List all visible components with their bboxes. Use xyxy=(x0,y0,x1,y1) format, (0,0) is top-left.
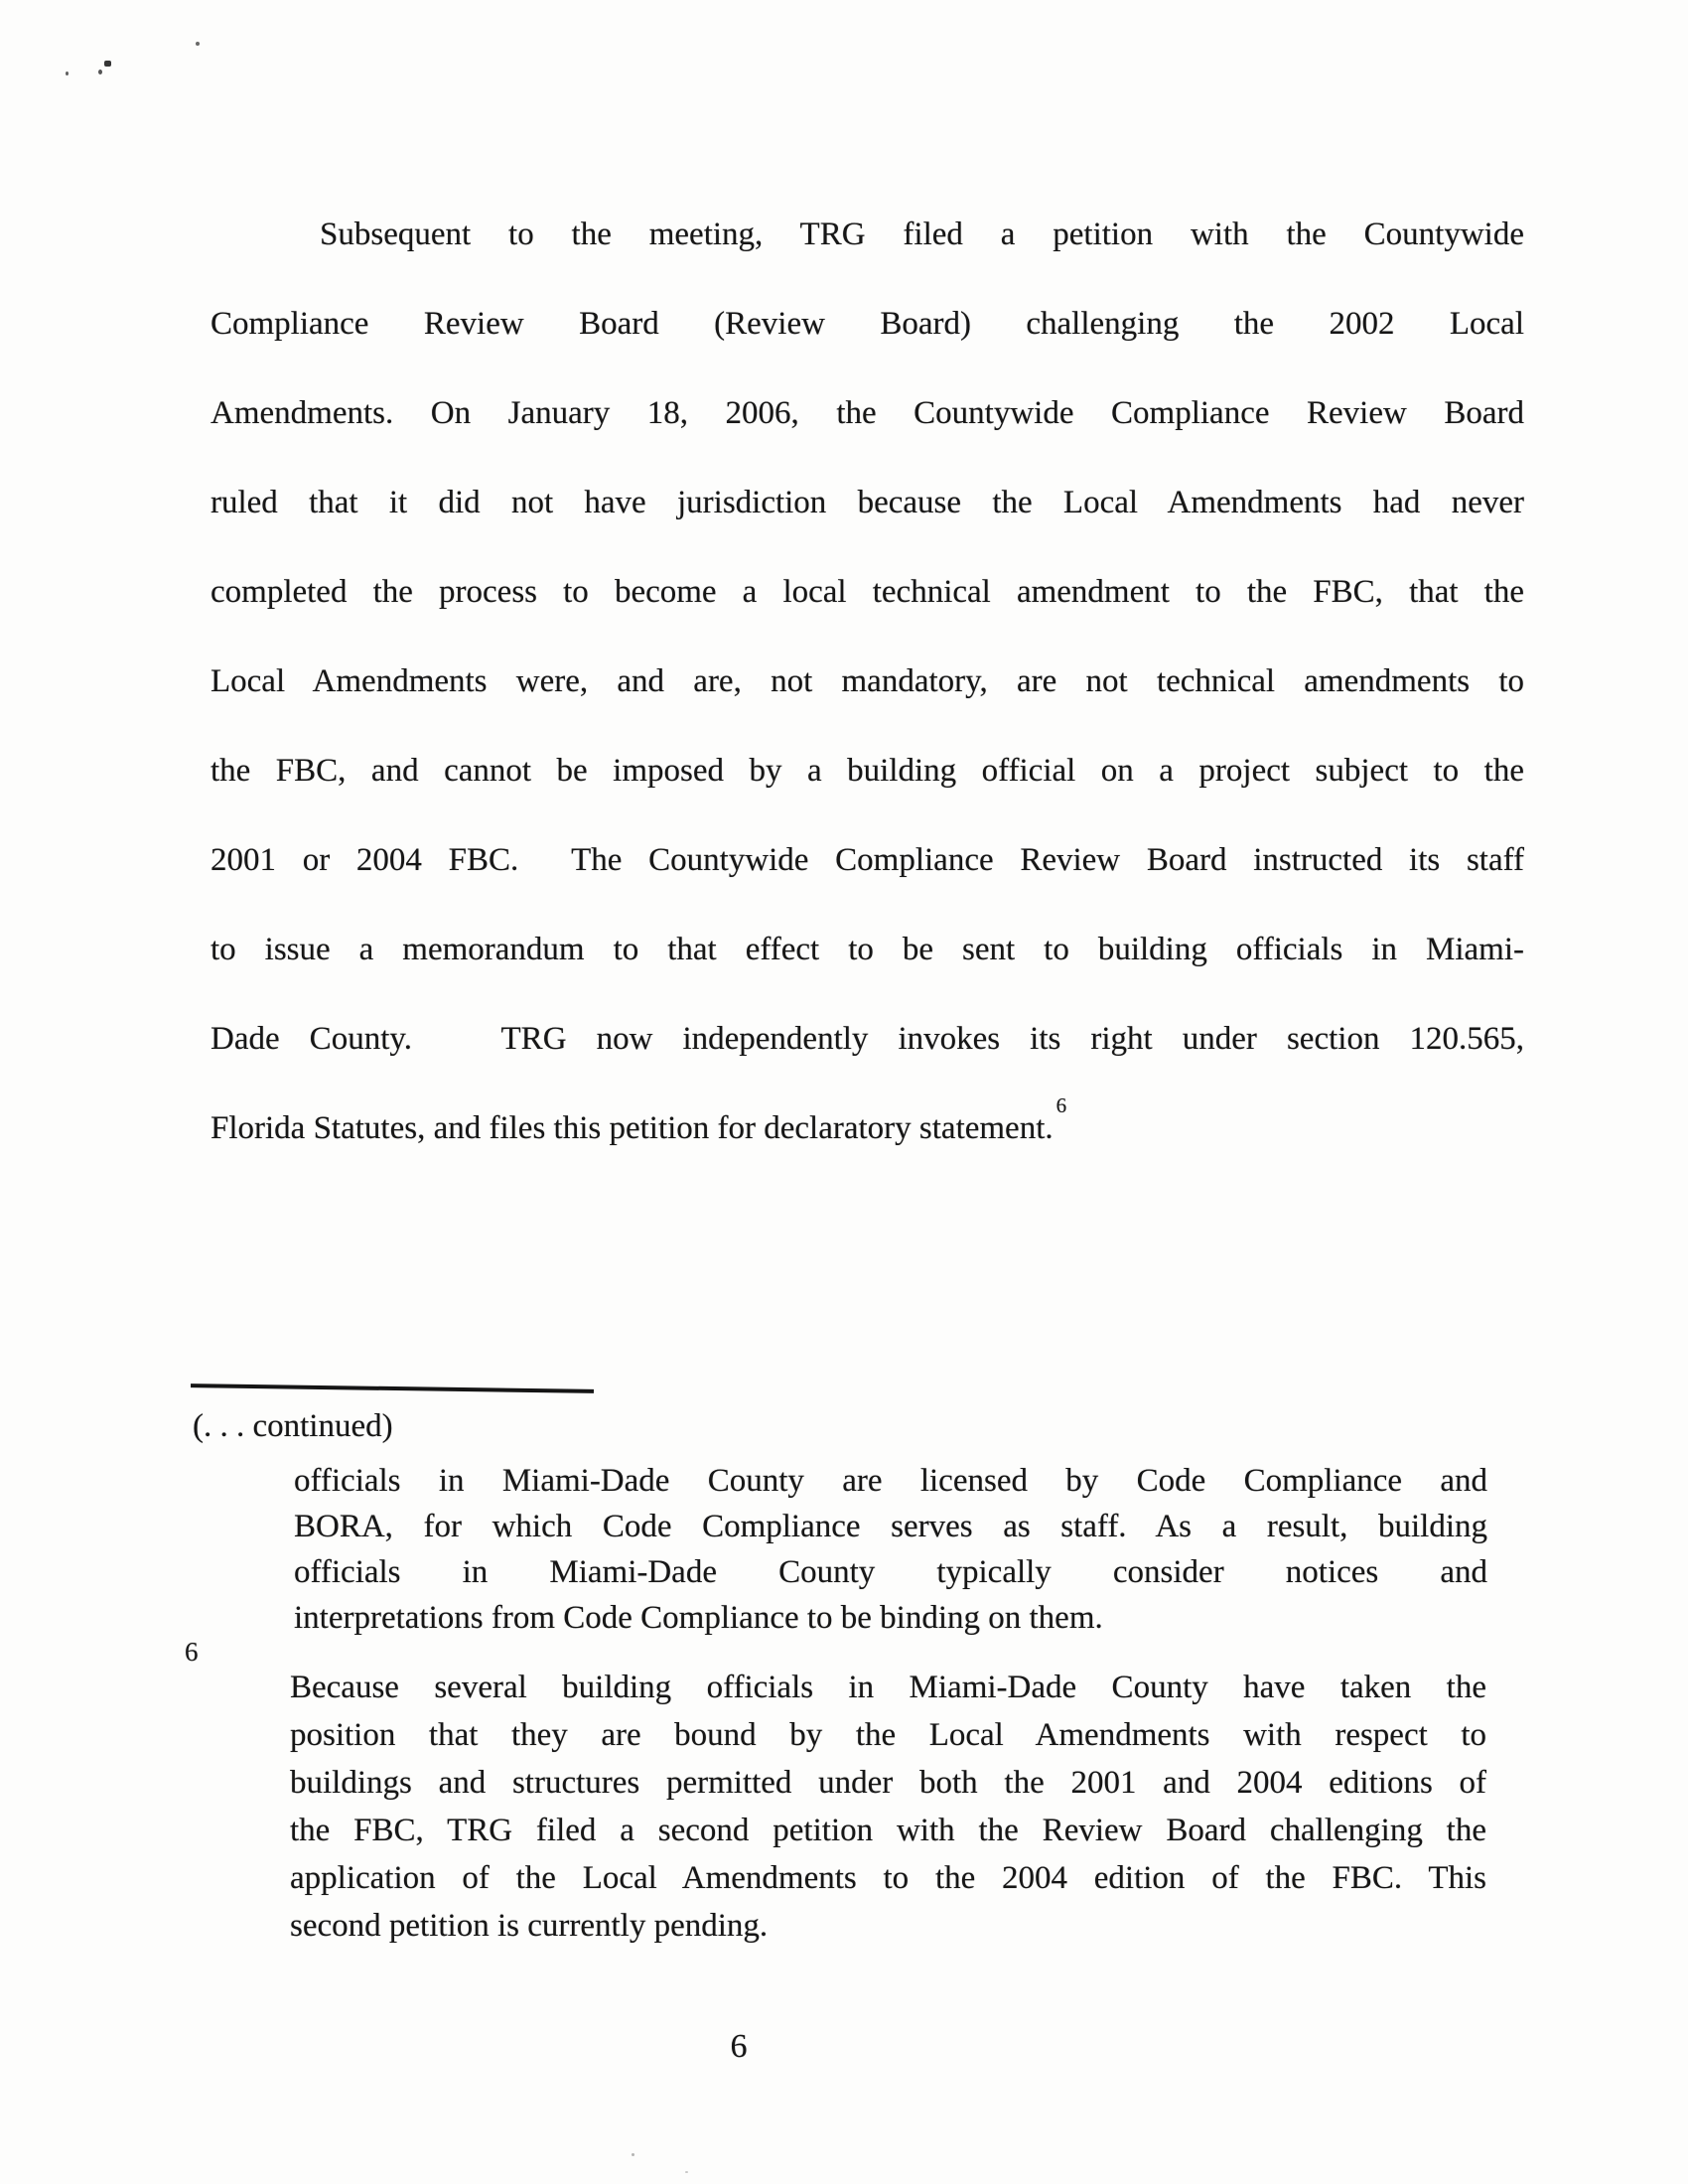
body-line: the FBC, and cannot be imposed by a building official on a project subject to the xyxy=(211,753,1524,789)
body-line: to issue a memorandum to that effect to be sent to building officials in Miami- xyxy=(211,932,1524,967)
body-line-text: Florida Statutes, and files this petition for declaratory statement. xyxy=(211,1110,1054,1146)
body-line: Compliance Review Board (Review Board) challenging the 2002 Local xyxy=(211,306,1524,342)
body-line xyxy=(211,1084,1524,1173)
scan-speck xyxy=(685,2171,688,2173)
body-line: Amendments. On January 18, 2006, the Countywide Compliance Review Board xyxy=(211,395,1524,431)
footnote-6-line: position that they are bound by the Local Amendments with respect to xyxy=(290,1717,1486,1753)
footnote-6-line: the FBC, TRG filed a second petition with the Review Board challenging the xyxy=(290,1813,1486,1848)
body-paragraph xyxy=(211,190,1524,1173)
footnote-6-line: application of the Local Amendments to the 2004 edition of the FBC. This xyxy=(290,1860,1486,1896)
body-line: Dade County. TRG now independently invokes its right under section 120.565, xyxy=(211,1021,1524,1057)
body-line: 2001 or 2004 FBC. The Countywide Compliance Review Board instructed its staff xyxy=(211,842,1524,878)
body-line: completed the process to become a local technical amendment to the FBC, that the xyxy=(211,574,1524,610)
footnote-continued-line: officials in Miami-Dade County typically consider notices and xyxy=(294,1554,1487,1590)
scan-speck xyxy=(66,72,69,75)
footnote-ref: 6 xyxy=(1055,1093,1067,1117)
body-line: Subsequent to the meeting, TRG filed a petition with the Countywide xyxy=(320,217,1524,252)
footnote-continued-block xyxy=(294,1458,1487,1641)
footnote-6-block xyxy=(290,1664,1486,1950)
footnote-continued-line: BORA, for which Code Compliance serves as staff. As a result, building xyxy=(294,1509,1487,1544)
page-number: 6 xyxy=(730,2028,748,2065)
scan-speck xyxy=(196,42,200,46)
scan-speck xyxy=(632,2153,634,2156)
footnote-continued-line: interpretations from Code Compliance to be binding on them. xyxy=(294,1600,1103,1636)
footnote-continued-line: officials in Miami-Dade County are licensed by Code Compliance and xyxy=(294,1463,1487,1499)
footnote-separator xyxy=(191,1383,594,1393)
scan-speck xyxy=(104,61,111,67)
body-line: ruled that it did not have jurisdiction because the Local Amendments had never xyxy=(211,485,1524,520)
footnote-6-marker: 6 xyxy=(185,1637,199,1667)
footnote-6-line: second petition is currently pending. xyxy=(290,1908,769,1944)
footnote-6-line: Because several building officials in Miami-Dade County have taken the xyxy=(290,1670,1486,1705)
scan-speck xyxy=(98,70,102,74)
footnote-6-line: buildings and structures permitted under both the 2001 and 2004 editions of xyxy=(290,1765,1486,1801)
body-line: Local Amendments were, and are, not mandatory, are not technical amendments to xyxy=(211,663,1524,699)
footnote-continued-label: (. . . continued) xyxy=(193,1408,393,1444)
